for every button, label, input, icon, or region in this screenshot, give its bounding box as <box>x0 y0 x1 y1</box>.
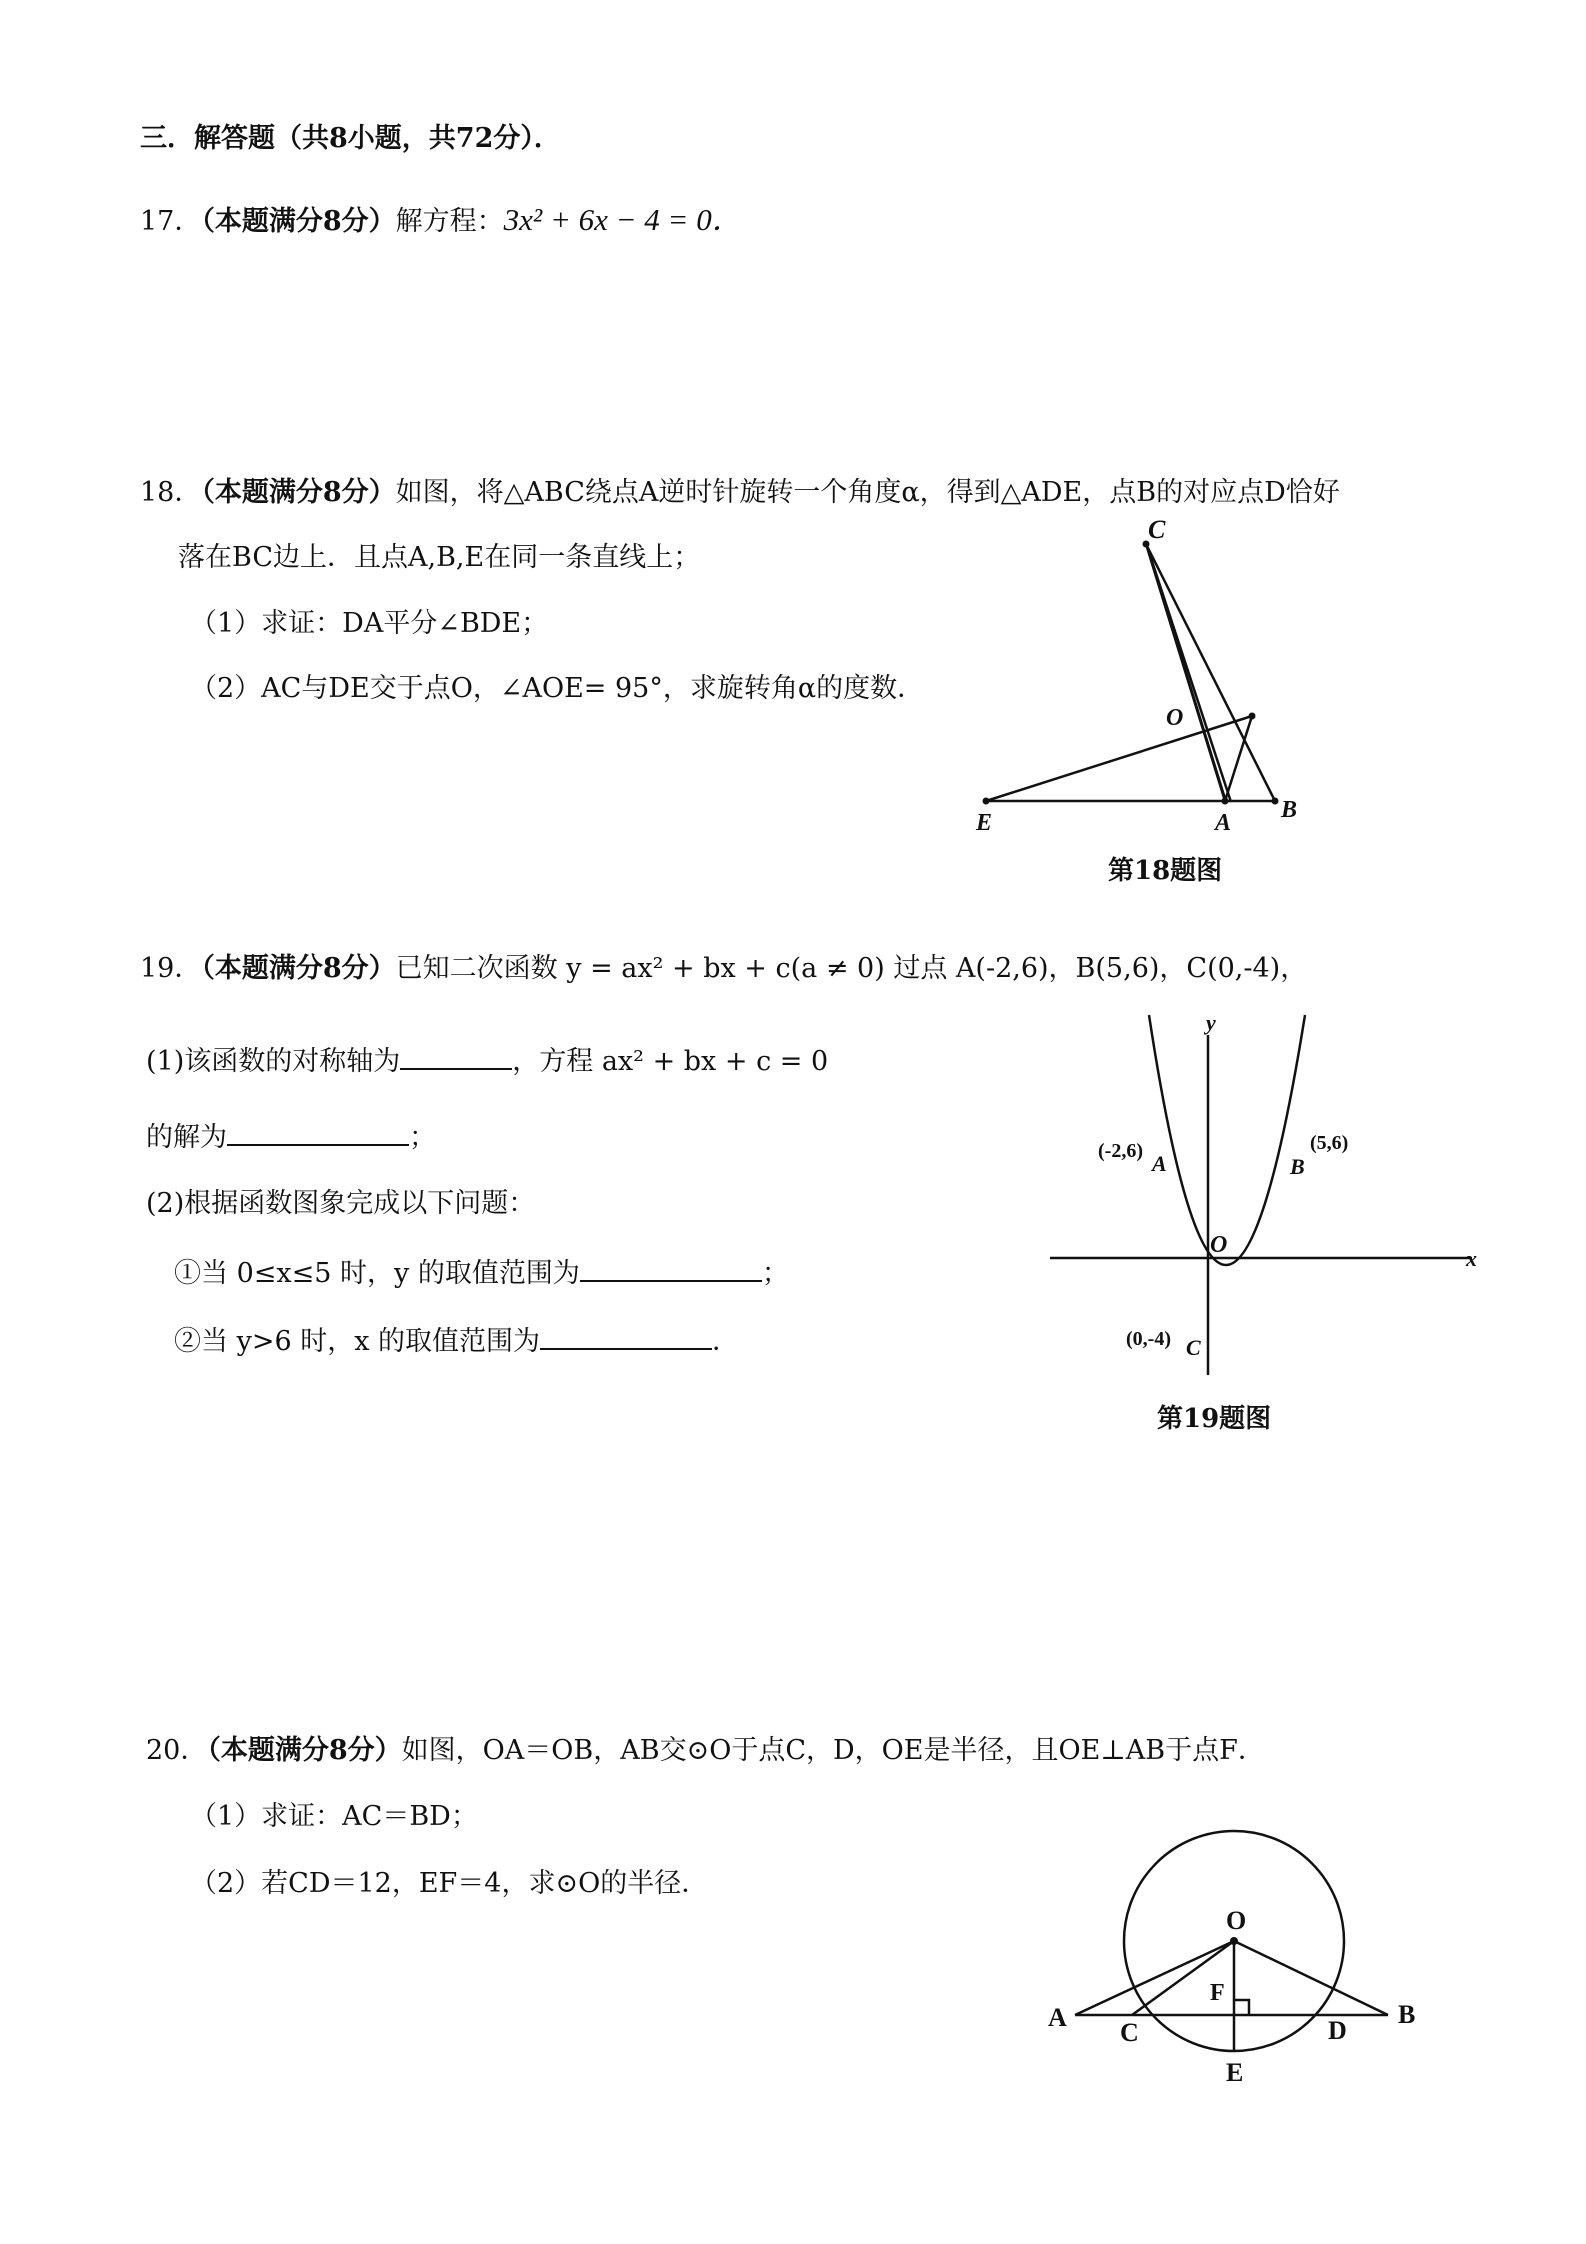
origin-label: O <box>1210 1232 1228 1258</box>
point-B <box>1272 798 1279 805</box>
q19-p1c: 的解为 <box>146 1122 227 1153</box>
q19-p2b-end: ． <box>712 1326 740 1357</box>
q18-triangle-figure <box>960 515 1298 840</box>
q19-figure-caption: 第19题图 <box>1157 1404 1272 1434</box>
q19-blank-x-range[interactable] <box>540 1322 712 1350</box>
q18-part1: （1）求证：DA平分∠BDE； <box>190 608 549 639</box>
parabola-curve <box>1149 1015 1305 1265</box>
point-E <box>983 798 990 805</box>
point-O <box>1230 1937 1238 1945</box>
q19-number: 19． <box>140 953 202 984</box>
x-axis-label: x <box>1466 1246 1477 1271</box>
label-D: D <box>1328 2016 1347 2045</box>
q18-text-line2: 落在BC边上．且点A,B,E在同一条直线上； <box>178 542 701 573</box>
q19-parabola-figure <box>1040 1010 1480 1395</box>
point-A-coordinate: (-2,6) <box>1098 1140 1143 1162</box>
q20-circle-figure <box>1040 1830 1440 2090</box>
q20-part1: （1）求证：AC＝BD； <box>190 1801 478 1832</box>
q18-number: 18． <box>140 477 202 508</box>
point-B-label: B <box>1290 1154 1305 1179</box>
label-E: E <box>1226 2058 1244 2087</box>
q19-p1b: ，方程 ax² + bx + c = 0 <box>512 1046 829 1077</box>
label-O: O <box>1226 1906 1247 1935</box>
q19-blank-y-range[interactable] <box>580 1254 762 1282</box>
label-E: E <box>976 810 993 836</box>
point-C-label: C <box>1186 1335 1201 1360</box>
q17-number: 17． <box>140 206 202 237</box>
q19-part1-line1 <box>146 1042 828 1079</box>
section-title: 三．解答题（共8小题，共72分）． <box>140 123 561 154</box>
y-axis-label: y <box>1206 1010 1216 1035</box>
question-17 <box>140 203 743 239</box>
segment-C-B <box>1146 544 1275 801</box>
point-B-coordinate: (5,6) <box>1310 1132 1349 1154</box>
point-C-coordinate: (0,-4) <box>1126 1328 1171 1350</box>
q17-score: （本题满分8分） <box>201 206 396 237</box>
point-A <box>1222 798 1229 805</box>
question-19-line1 <box>140 952 1307 986</box>
q18-text-line1: 如图，将△ABC绕点A逆时针旋转一个角度α，得到△ADE，点B的对应点D恰好 <box>395 477 1340 508</box>
label-C: C <box>1148 515 1166 544</box>
point-D <box>1249 713 1256 720</box>
label-A: A <box>1048 2003 1067 2032</box>
q17-equation: 3x² + 6x − 4 = 0． <box>503 202 743 237</box>
q19-p2b: ②当 y>6 时，x 的取值范围为 <box>174 1326 541 1357</box>
q19-blank-roots[interactable] <box>227 1118 409 1146</box>
q19-part2a <box>174 1254 789 1291</box>
q19-blank-axis[interactable] <box>400 1042 512 1070</box>
q18-part2: （2）AC与DE交于点O，∠AOE= 95°，求旋转角α的度数． <box>190 673 925 704</box>
q19-intro: 已知二次函数 y = ax² + bx + c(a ≠ 0) 过点 A(-2,6)，B(5,6)，C(0,-4)， <box>395 953 1308 984</box>
q19-p2a-end: ； <box>761 1258 789 1289</box>
right-angle-mark <box>1234 2000 1249 2015</box>
q20-part2: （2）若CD＝12，EF＝4，求⊙O的半径． <box>190 1868 709 1899</box>
q19-part1-line2 <box>146 1118 436 1155</box>
q20-number: 20． <box>146 1735 208 1766</box>
q17-text: 解方程： <box>395 206 504 237</box>
question-20-line1 <box>146 1734 1265 1768</box>
label-B: B <box>1281 797 1298 823</box>
label-B: B <box>1398 2000 1416 2029</box>
q20-score: （本题满分8分） <box>207 1735 402 1766</box>
q19-p2a: ①当 0≤x≤5 时，y 的取值范围为 <box>174 1258 580 1289</box>
segment-OB <box>1234 1941 1388 2015</box>
question-18-line1 <box>140 476 1340 510</box>
q19-part2b <box>174 1322 739 1359</box>
label-A: A <box>1215 810 1232 836</box>
point-A-label: A <box>1152 1151 1167 1176</box>
label-C: C <box>1120 2018 1139 2047</box>
segment-C-A <box>1146 544 1225 801</box>
q18-score: （本题满分8分） <box>201 477 396 508</box>
label-O: O <box>1166 705 1184 731</box>
q19-part2: (2)根据函数图象完成以下问题： <box>146 1188 536 1219</box>
q18-figure-caption: 第18题图 <box>1108 856 1223 886</box>
q20-text: 如图，OA＝OB，AB交⊙O于点C，D，OE是半径，且OE⊥AB于点F． <box>401 1735 1265 1766</box>
q19-p1end: ； <box>409 1122 436 1153</box>
q19-p1a: (1)该函数的对称轴为 <box>146 1046 401 1077</box>
label-F: F <box>1210 1980 1225 2006</box>
q19-score: （本题满分8分） <box>201 953 396 984</box>
